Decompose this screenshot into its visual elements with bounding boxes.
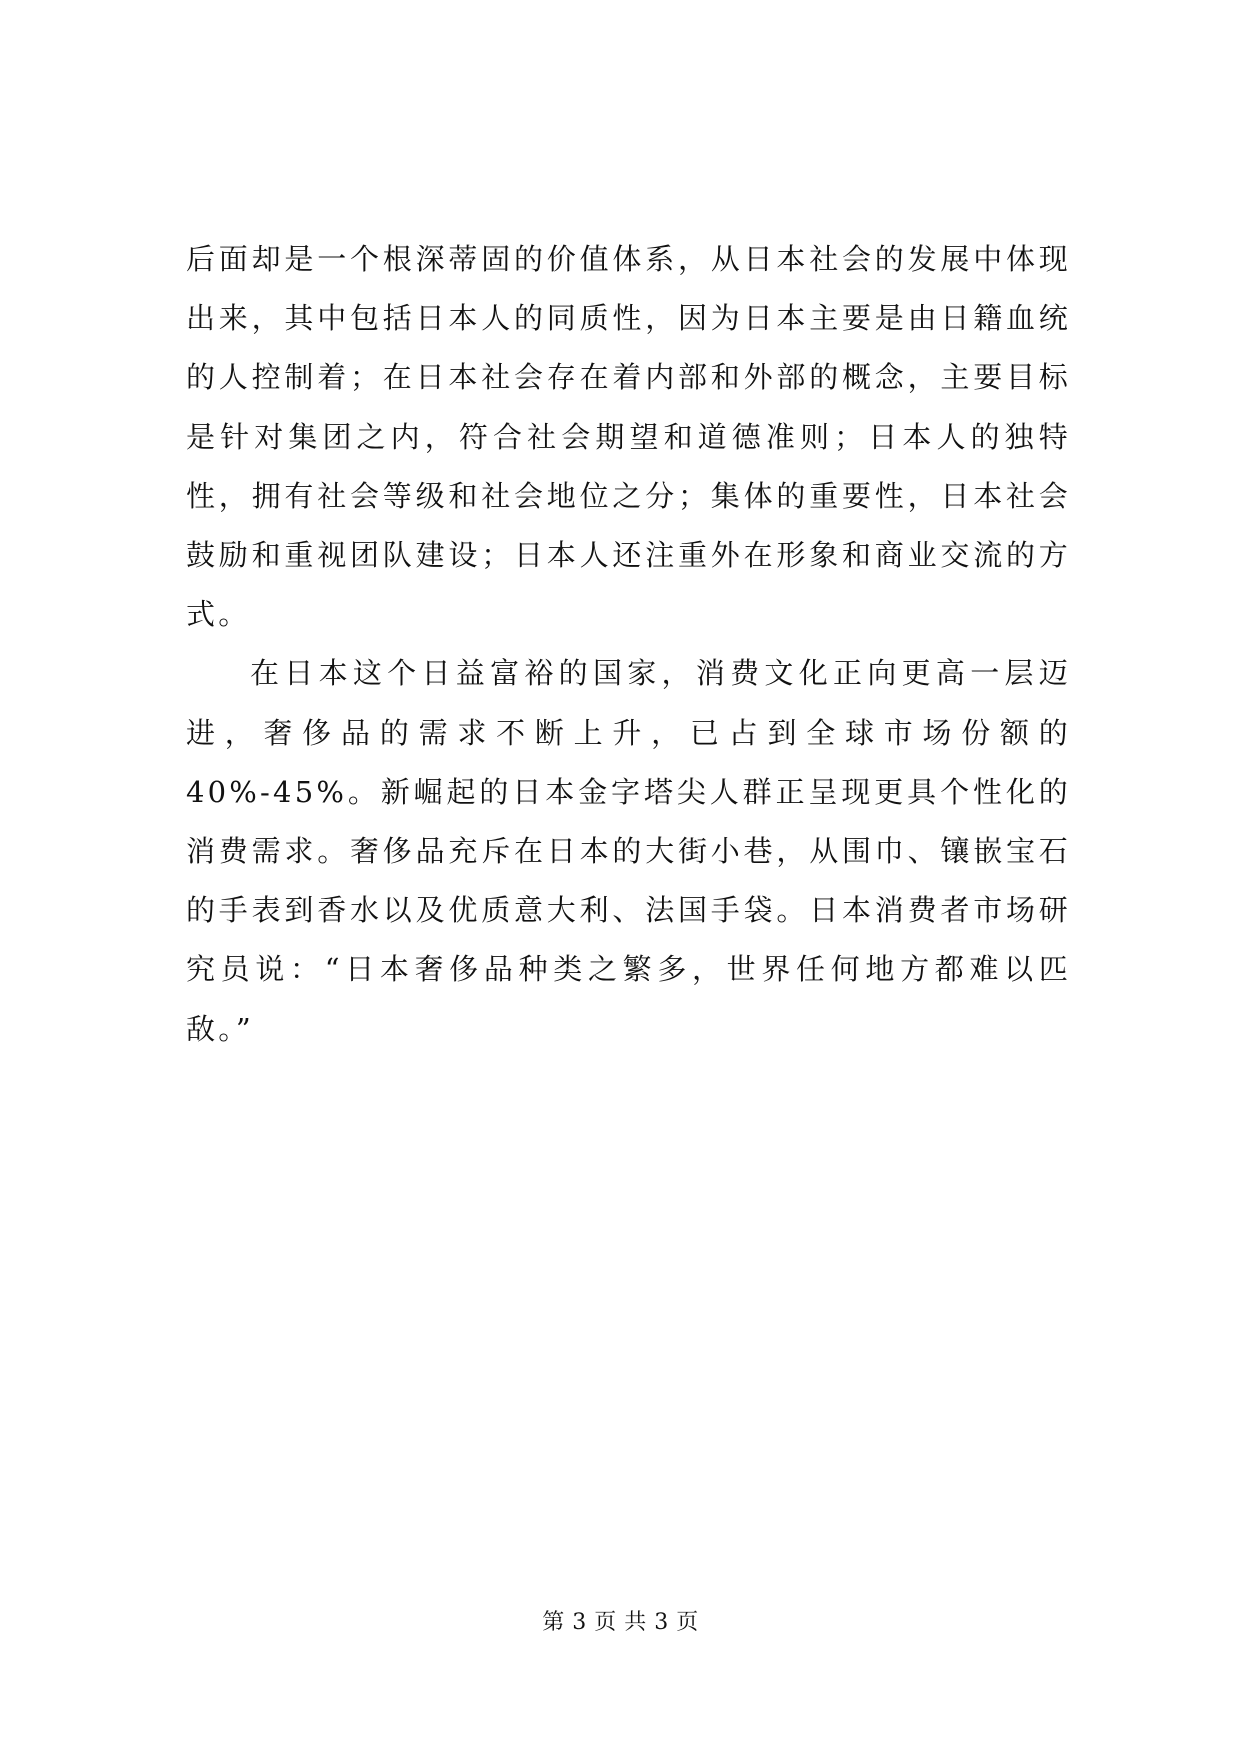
- paragraph-luxury-consumption: 在日本这个日益富裕的国家，消费文化正向更高一层迈进，奢侈品的需求不断上升，已占到全球市场份额的40%-45%。新崛起的日本金字塔尖人群正呈现更具个性化的消费需求。奢侈品充斥在日本的大街小巷，从围巾、镶嵌宝石的手表到香水以及优质意大利、法国手袋。日本消费者市场研究员说：“日本奢侈品种类之繁多，世界任何地方都难以匹敌。”: [186, 656, 1071, 1046]
- document-body: [186, 230, 1071, 1059]
- page-number-footer: 第 3 页 共 3 页: [542, 1610, 699, 1635]
- paragraph-values-system: 后面却是一个根深蒂固的价值体系，从日本社会的发展中体现出来，其中包括日本人的同质性，因为日本主要是由日籍血统的人控制着；在日本社会存在着内部和外部的概念，主要目标是针对集团之内，符合社会期望和道德准则；日本人的独特性，拥有社会等级和社会地位之分；集体的重要性，日本社会鼓励和重视团队建设；日本人还注重外在形象和商业交流的方式。: [186, 242, 1071, 632]
